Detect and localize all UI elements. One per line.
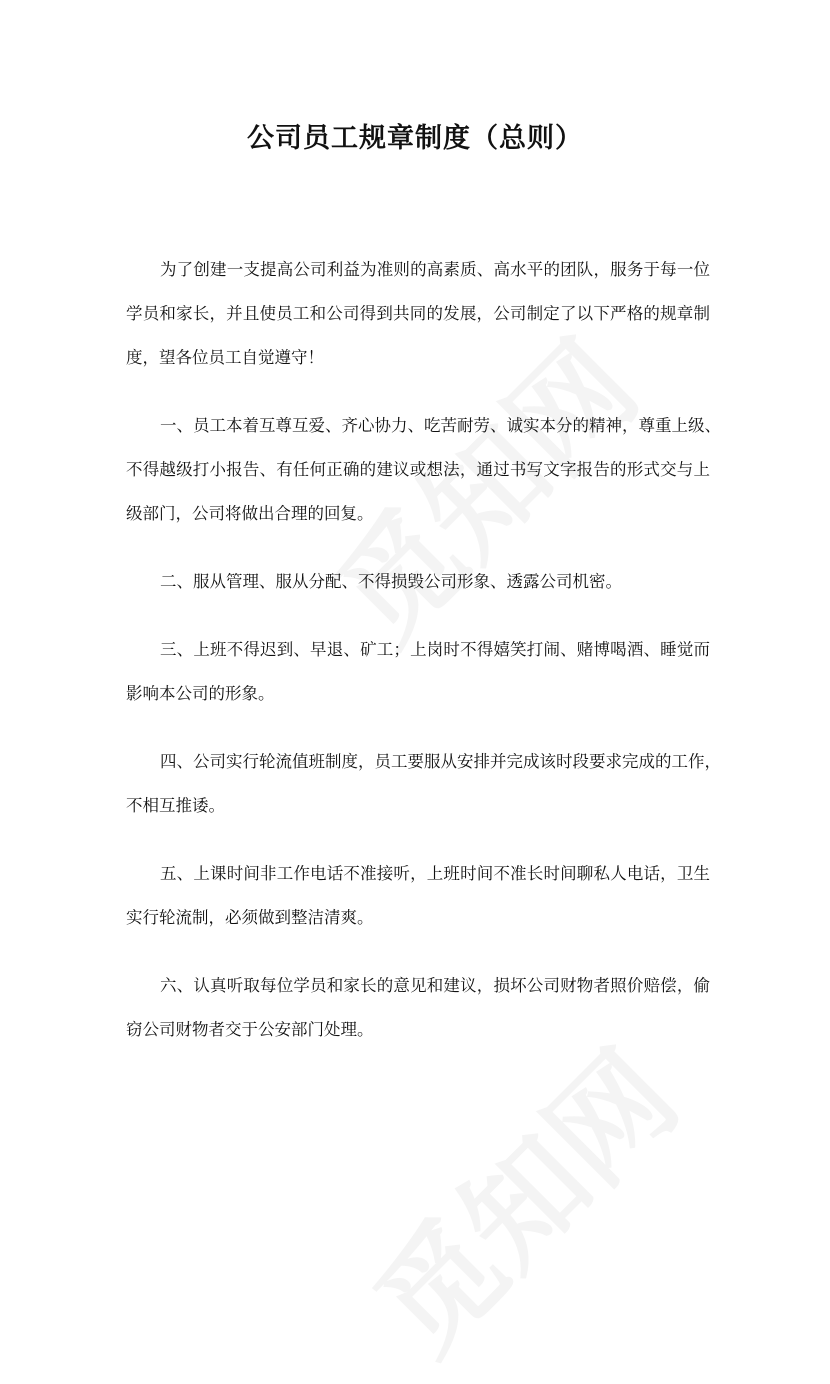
paragraph-line: 五、上课时间非工作电话不准接听，上班时间不准长时间聊私人电话，卫生	[160, 864, 710, 883]
paragraph-line: 窃公司财物者交于公安部门处理。	[126, 1020, 374, 1039]
paragraph-line: 二、服从管理、服从分配、不得损毁公司形象、透露公司机密。	[160, 572, 622, 591]
paragraph-line: 六、认真听取每位学员和家长的意见和建议，损坏公司财物者照价赔偿，偷	[160, 976, 710, 995]
paragraph-line: 学员和家长，并且使员工和公司得到共同的发展，公司制定了以下严格的规章制	[126, 304, 710, 323]
paragraph	[126, 255, 710, 387]
paragraph	[126, 859, 710, 947]
paragraph-line: 度，望各位员工自觉遵守！	[126, 348, 324, 367]
paragraph	[126, 971, 710, 1059]
paragraph-line: 为了创建一支提高公司利益为准则的高素质、高水平的团队，服务于每一位	[160, 260, 710, 279]
paragraph-line: 不得越级打小报告、有任何正确的建议或想法，通过书写文字报告的形式交与上	[126, 460, 710, 479]
document-body	[126, 255, 721, 1083]
paragraph	[126, 411, 721, 543]
paragraph-line: 影响本公司的形象。	[126, 684, 275, 703]
paragraph-line: 实行轮流制，必须做到整洁清爽。	[126, 908, 374, 927]
paragraph-line: 三、上班不得迟到、早退、矿工；上岗时不得嬉笑打闹、赌博喝酒、睡觉而	[160, 640, 710, 659]
paragraph	[126, 635, 710, 723]
paragraph	[126, 567, 710, 611]
paragraph	[126, 747, 721, 835]
paragraph-line: 级部门，公司将做出合理的回复。	[126, 504, 374, 523]
paragraph-line: 四、公司实行轮流值班制度，员工要服从安排并完成该时段要求完成的工作，	[160, 752, 721, 771]
document-title: 公司员工规章制度（总则）	[247, 123, 583, 154]
paragraph-line: 不相互推诿。	[126, 796, 225, 815]
paragraph-line: 一、员工本着互尊互爱、齐心协力、吃苦耐劳、诚实本分的精神，尊重上级、	[160, 416, 721, 435]
